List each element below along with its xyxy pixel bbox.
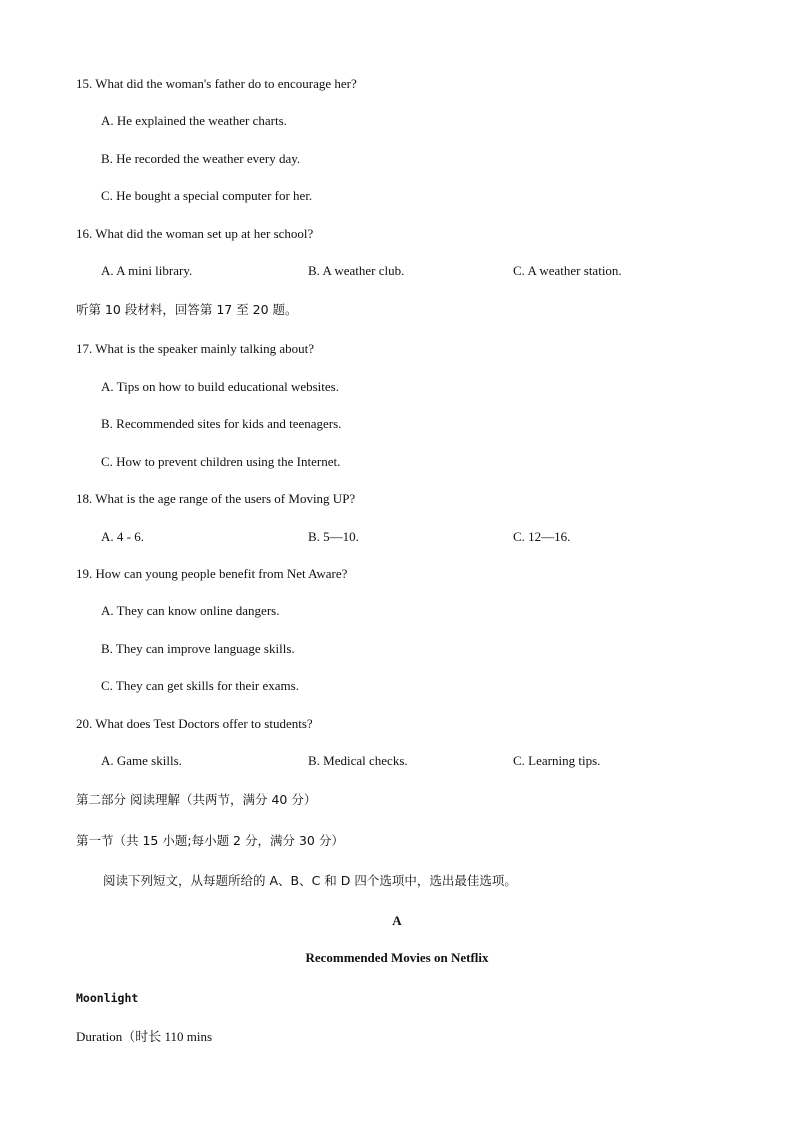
question-19-option-a: A. They can know online dangers. xyxy=(101,603,280,618)
question-18-option-c: C. 12—16. xyxy=(513,529,571,544)
question-19-option-b: B. They can improve language skills. xyxy=(101,641,295,656)
part-2-heading: 第二部分 阅读理解（共两节，满分 40 分） xyxy=(76,792,317,807)
question-16-option-b: B. A weather club. xyxy=(308,263,405,278)
section-1-heading: 第一节（共 15 小题;每小题 2 分，满分 30 分） xyxy=(76,833,344,848)
question-15-stem: 15. What did the woman's father do to encourage her? xyxy=(76,76,357,91)
question-20-option-b: B. Medical checks. xyxy=(308,753,408,768)
reading-directions: 阅读下列短文，从每题所给的 A、B、C 和 D 四个选项中，选出最佳选项。 xyxy=(103,873,517,888)
question-15-option-c: C. He bought a special computer for her. xyxy=(101,188,313,203)
question-15-option-a: A. He explained the weather charts. xyxy=(101,113,287,128)
movie-name: Moonlight xyxy=(76,991,139,1005)
passage-letter: A xyxy=(392,913,402,928)
question-20-option-c: C. Learning tips. xyxy=(513,753,601,768)
question-17-option-a: A. Tips on how to build educational websites. xyxy=(101,379,339,394)
question-17-option-b: B. Recommended sites for kids and teenagers. xyxy=(101,416,342,431)
question-16-option-a: A. A mini library. xyxy=(101,263,193,278)
question-17-stem: 17. What is the speaker mainly talking about? xyxy=(76,341,315,356)
question-20-stem: 20. What does Test Doctors offer to students? xyxy=(76,716,313,731)
question-17-option-c: C. How to prevent children using the Internet. xyxy=(101,454,341,469)
question-20-option-a: A. Game skills. xyxy=(101,753,182,768)
question-19-stem: 19. How can young people benefit from Net Aware? xyxy=(76,566,348,581)
question-16-option-c: C. A weather station. xyxy=(513,263,622,278)
question-16-stem: 16. What did the woman set up at her school? xyxy=(76,226,314,241)
question-18-option-a: A. 4 - 6. xyxy=(101,529,144,544)
movie-duration: Duration（时长 110 mins xyxy=(76,1029,213,1044)
question-18-stem: 18. What is the age range of the users of Moving UP? xyxy=(76,491,356,506)
question-15-option-b: B. He recorded the weather every day. xyxy=(101,151,301,166)
section-10-instruction: 听第 10 段材料，回答第 17 至 20 题。 xyxy=(76,302,298,317)
question-19-option-c: C. They can get skills for their exams. xyxy=(101,678,299,693)
passage-title: Recommended Movies on Netflix xyxy=(305,950,489,965)
question-18-option-b: B. 5—10. xyxy=(308,529,359,544)
